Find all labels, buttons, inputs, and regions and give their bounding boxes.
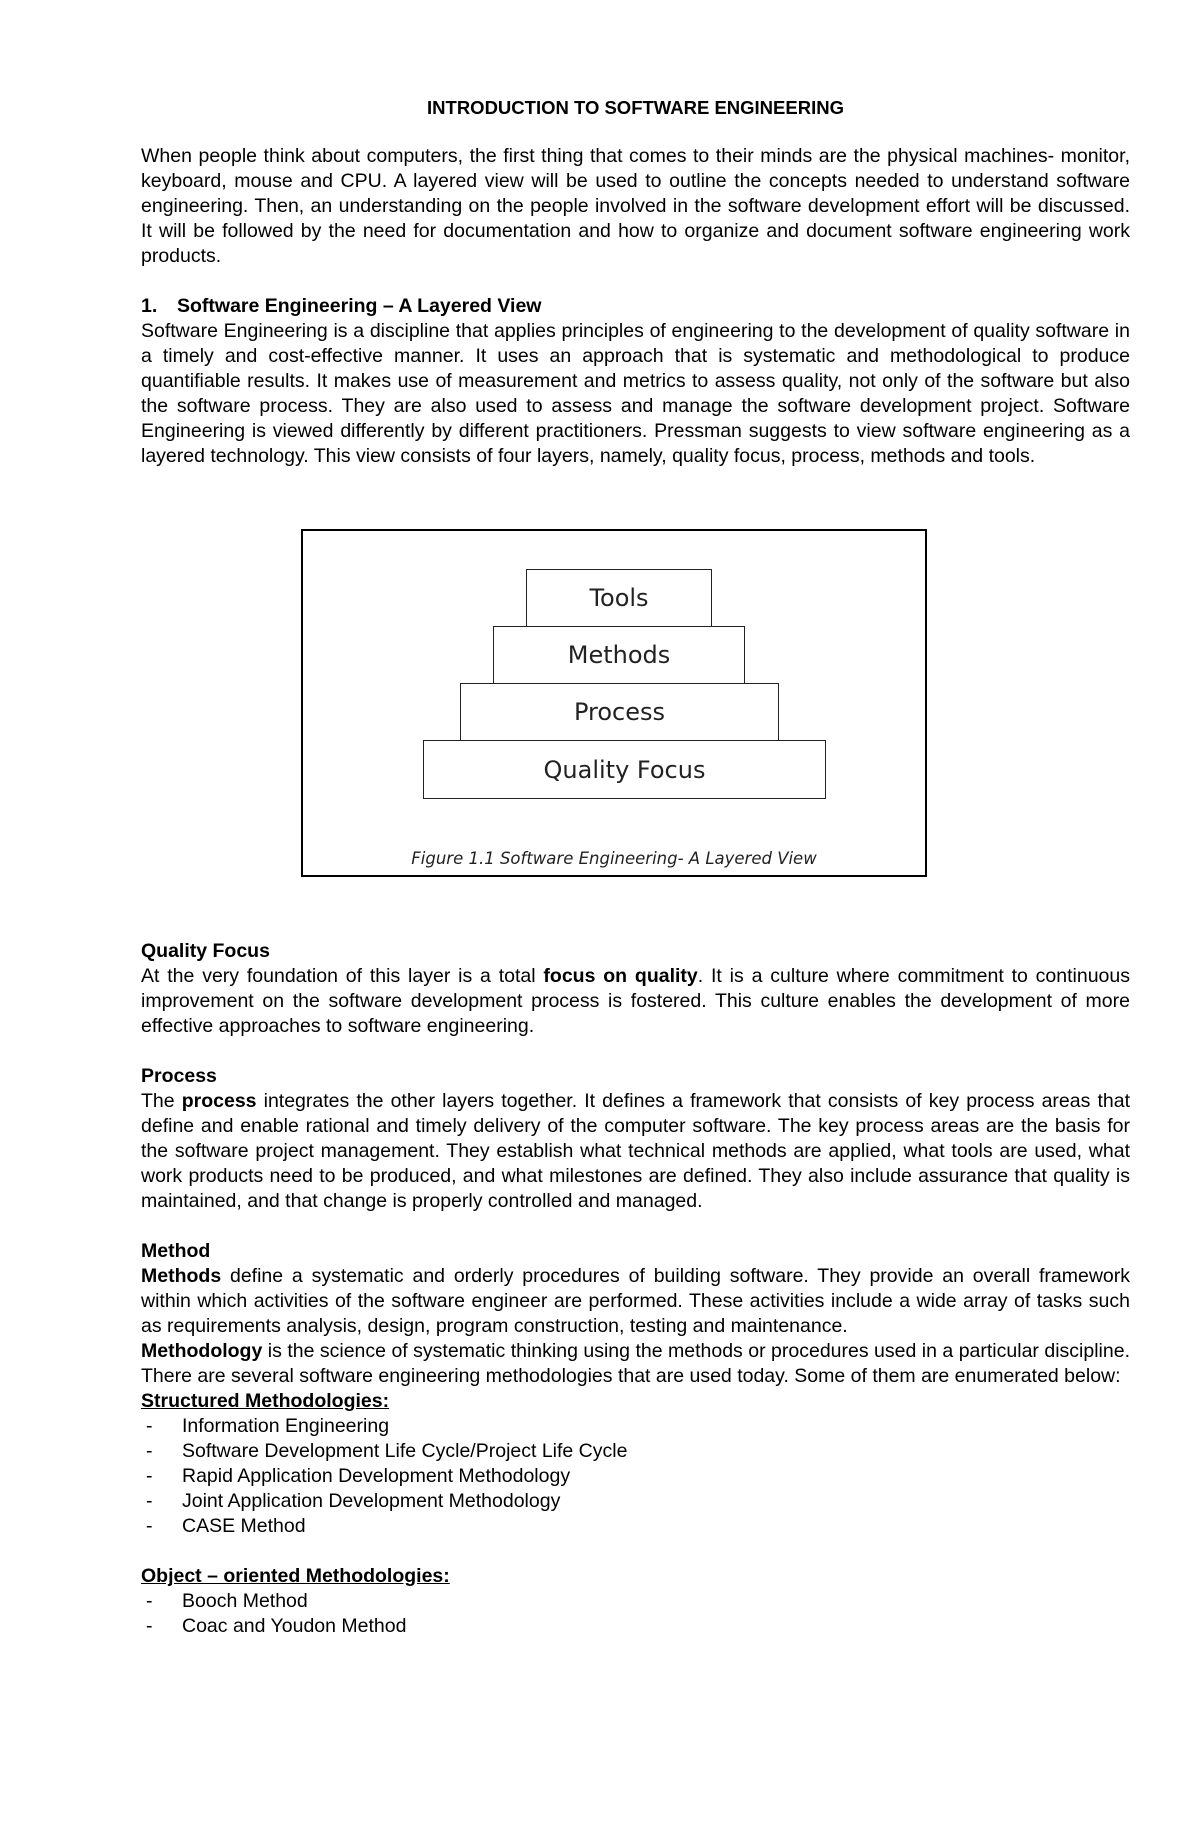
section1-title: Software Engineering – A Layered View xyxy=(177,295,542,317)
object-oriented-list xyxy=(141,1589,1130,1639)
process-heading: Process xyxy=(141,1065,217,1087)
process-paragraph: The process integrates the other layers together. It defines a framework that consists of key process areas that define and enable rational and timely delivery of the computer software. The key process areas are the basis for the software project management. They establish what technical methods are applied, what tools are used, what work products need to be produced, and what milestones are defined. They also include assurance that quality is maintained, and that change is properly controlled and managed. xyxy=(141,1090,1130,1212)
section1-number: 1. xyxy=(141,295,158,317)
structured-list xyxy=(141,1414,1130,1539)
section1-paragraph: Software Engineering is a discipline that applies principles of engineering to the development of quality software in a timely and cost-effective manner. It uses an approach that is systematic and methodological to produce quantifiable results. It makes use of measurement and metrics to assess quality, not only of the software but also the software process. They are also used to assess and manage the software development project. Software Engineering is viewed differently by different practitioners. Pressman suggests to view software engineering as a layered technology. This view consists of four layers, namely, quality focus, process, methods and tools. xyxy=(141,320,1130,467)
list-item: - Joint Application Development Methodology xyxy=(141,1489,1130,1514)
list-item: - Software Development Life Cycle/Project Life Cycle xyxy=(141,1439,1130,1464)
document-title: INTRODUCTION TO SOFTWARE ENGINEERING xyxy=(427,97,844,118)
methods-paragraph: Methods define a systematic and orderly procedures of building software. They provide an overall framework within which activities of the software engineer are performed. These activities include a wide array of tasks such as requirements analysis, design, program construction, testing and maintenance. xyxy=(141,1265,1130,1337)
layered-view-figure xyxy=(301,529,927,877)
methodology-paragraph: Methodology is the science of systematic thinking using the methods or procedures used in a particular discipline. There are several software engineering methodologies that are used today. Some of them are enumerated below: xyxy=(141,1340,1130,1387)
list-item: - Coac and Youdon Method xyxy=(141,1614,1130,1639)
layer-quality-focus: Quality Focus xyxy=(423,740,826,799)
list-item: - Rapid Application Development Methodology xyxy=(141,1464,1130,1489)
object-oriented-heading: Object – oriented Methodologies: xyxy=(141,1565,450,1587)
quality-focus-heading: Quality Focus xyxy=(141,940,270,962)
quality-focus-paragraph: At the very foundation of this layer is a total focus on quality. It is a culture where commitment to continuous improvement on the software development process is fostered. This culture enables the development of more effective approaches to software engineering. xyxy=(141,965,1130,1037)
figure-caption: Figure 1.1 Software Engineering- A Layered View xyxy=(411,849,817,868)
intro-paragraph: When people think about computers, the first thing that comes to their minds are the physical machines- monitor, keyboard, mouse and CPU. A layered view will be used to outline the concepts needed to understand software engineering. Then, an understanding on the people involved in the software development effort will be discussed. It will be followed by the need for documentation and how to organize and document software engineering work products. xyxy=(141,145,1130,267)
section1-heading xyxy=(141,294,1130,319)
figure-area xyxy=(141,469,1130,939)
list-item: - Information Engineering xyxy=(141,1414,1130,1439)
list-item: - Booch Method xyxy=(141,1589,1130,1614)
layer-tools: Tools xyxy=(526,569,712,627)
method-heading: Method xyxy=(141,1240,211,1262)
document-page xyxy=(141,96,1130,1639)
structured-heading: Structured Methodologies: xyxy=(141,1390,390,1412)
layer-methods: Methods xyxy=(493,626,745,684)
list-item: - CASE Method xyxy=(141,1514,1130,1539)
layer-process: Process xyxy=(460,683,779,741)
